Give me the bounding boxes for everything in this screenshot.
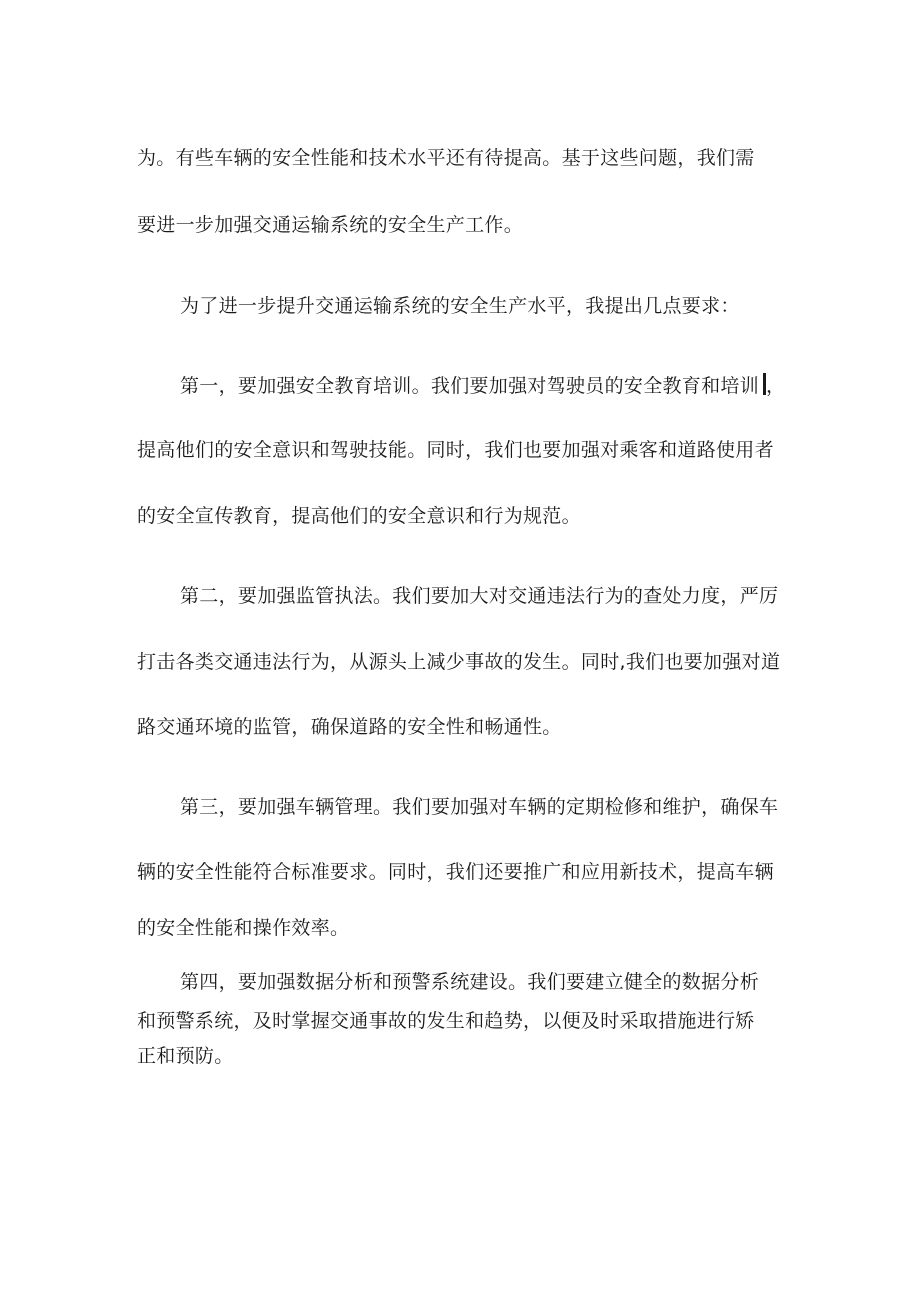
paragraph-3-line-3: 的安全宣传教育，提高他们的安全意识和行为规范。 (137, 505, 581, 527)
paragraph-2-line-1: 为了进一步提升交通运输系统的安全生产水平，我提出几点要求： (180, 295, 740, 317)
paragraph-3-line-2: 提高他们的安全意识和驾驶技能。同时，我们也要加强对乘客和道路使用者 (137, 439, 774, 461)
paragraph-3-line-1-text: 第一，要加强安全教育培训。我们要加强对驾驶员的安全教育和培训 (180, 375, 760, 397)
paragraph-5-line-2: 辆的安全性能符合标准要求。同时，我们还要推广和应用新技术，提高车辆 (137, 861, 774, 883)
paragraph-6-line-2: 和预警系统，及时掌握交通事故的发生和趋势，以便及时采取措施进行矫 (137, 1010, 755, 1032)
paragraph-6-line-1: 第四，要加强数据分析和预警系统建设。我们要建立健全的数据分析 (180, 971, 760, 993)
paragraph-1-line-2: 要进一步加强交通运输系统的安全生产工作。 (137, 214, 524, 236)
paragraph-5-line-3: 的安全性能和操作效率。 (137, 917, 350, 939)
paragraph-3-line-1 (180, 373, 920, 398)
paragraph-4-line-3: 路交通环境的监管，确保道路的安全性和畅通性。 (137, 716, 562, 738)
paragraph-5-line-1: 第三，要加强车辆管理。我们要加强对车辆的定期检修和维护，确保车 (180, 796, 779, 818)
paragraph-4-line-2: 打击各类交通违法行为，从源头上减少事故的发生。同时,我们也要加强对道 (137, 651, 781, 673)
paragraph-3-line-1-comma: ， (766, 375, 786, 397)
paragraph-6-line-3: 正和预防。 (137, 1045, 234, 1067)
paragraph-4-line-1: 第二，要加强监管执法。我们要加大对交通违法行为的查处力度，严厉 (180, 585, 779, 607)
paragraph-1-line-1: 为。有些车辆的安全性能和技术水平还有待提高。基于这些问题，我们需 (137, 147, 755, 169)
